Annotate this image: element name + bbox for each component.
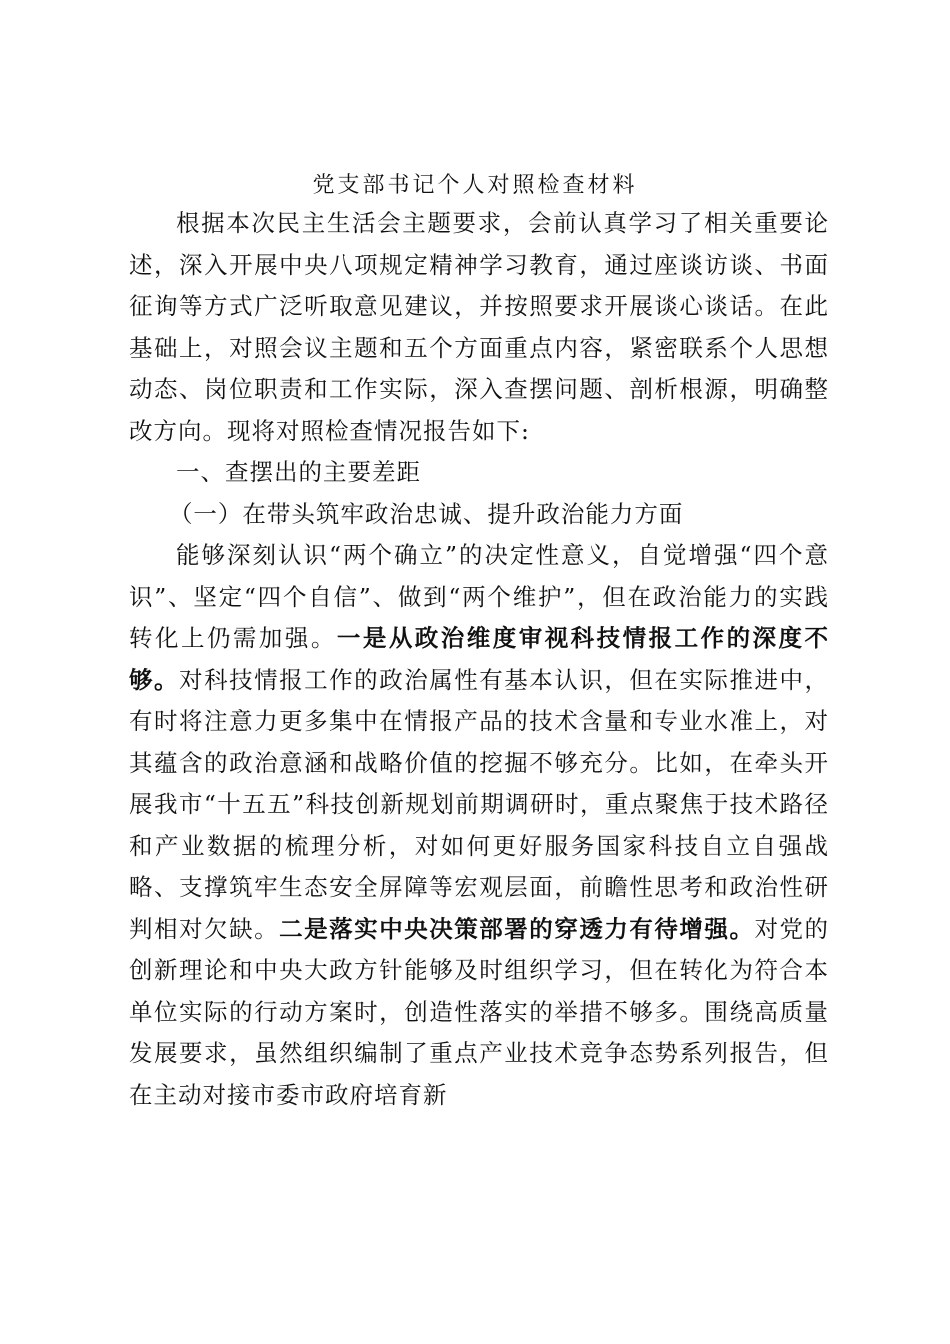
intro-paragraph: 根据本次民主生活会主题要求，会前认真学习了相关重要论述，深入开展中央八项规定精神学习教育，通过座谈访谈、书面征询等方式广泛听取意见建议，并按照要求开展谈心谈话。在此基础上，对照会议主题和五个方面重点内容，紧密联系个人思想动态、岗位职责和工作实际，深入查摆问题、剖析根源，明确整改方向。现将对照检查情况报告如下: xyxy=(129,209,829,445)
document-body xyxy=(129,203,829,1116)
body-paragraph xyxy=(129,535,829,1116)
section-heading: 一、查摆出的主要差距 xyxy=(176,458,421,486)
paragraph-lead: 能够深刻认识“两个确立”的决定性意义，自觉增强“四个意识”、坚定“四个自信”、做到“两个维护”，但在政治能力的实践转化上仍需加强。 xyxy=(129,541,829,652)
point-two-text: 对党的创新理论和中央大政方针能够及时组织学习，但在转化为符合本单位实际的行动方案时，创造性落实的举措不够多。围绕高质量发展要求，虽然组织编制了重点产业技术竞争态势系列报告，但在主动对接市委市政府培育新 xyxy=(129,914,830,1109)
point-two-title: 二是落实中央决策部署的穿透力有待增强。 xyxy=(279,914,755,943)
point-one-title: 一是从政治维度审视科技情报工作的深度不够。 xyxy=(129,624,830,694)
document-title: 党支部书记个人对照检查材料 xyxy=(312,173,638,198)
point-one-text: 对科技情报工作的政治属性有基本认识，但在实际推进中，有时将注意力更多集中在情报产品的技术含量和专业水准上，对其蕴含的政治意涵和战略价值的挖掘不够充分。比如，在牵头开展我市“十五五”科技创新规划前期调研时，重点聚焦于技术路径和产业数据的梳理分析，对如何更好服务国家科技自立自强战略、支撑筑牢生态安全屏障等宏观层面，前瞻性思考和政治性研判相对欠缺。 xyxy=(129,665,830,943)
subsection-heading: （一）在带头筑牢政治忠诚、提升政治能力方面 xyxy=(168,499,684,528)
